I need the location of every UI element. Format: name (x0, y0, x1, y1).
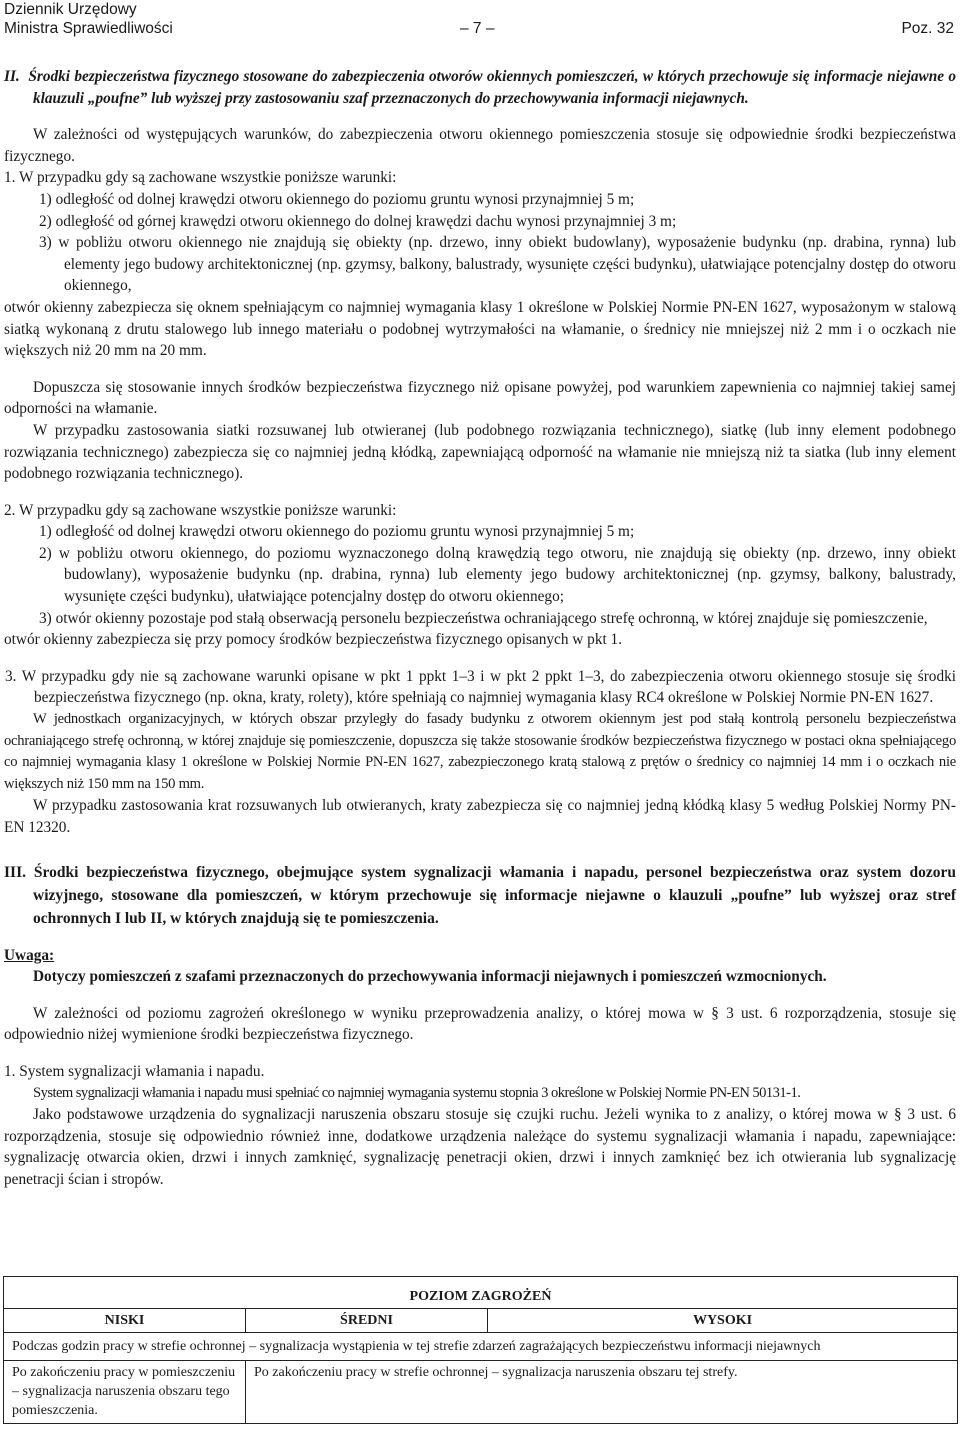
section-2-number: II. (4, 68, 20, 85)
table-title: POZIOM ZAGROŻEŃ (4, 1277, 958, 1309)
table-cell-after-hours-low: Po zakończeniu pracy w pomieszczeniu – sygnalizacja naruszenia obszaru tego pomieszczenia. (4, 1361, 246, 1424)
point-1-item-2: 2) odległość od górnej krawędzi otworu okiennego do dolnej krawędzi dachu wynosi przynajmniej 3 m; (39, 212, 677, 230)
threat-level-table (3, 1276, 958, 1424)
section-2-heading-text: Środki bezpieczeństwa fizycznego stosowane do zabezpieczenia otworów okiennych pomieszczeń, w których przechowuje się informacje niejawne o klauzuli „poufne” lub wyższej przy zastosowaniu szaf przeznaczonych do przechowywania informacji niejawnych. (28, 68, 956, 107)
point-3-note-1: W jednostkach organizacyjnych, w których obszar przyległy do fasady budynku z otworem okiennym jest pod stałą kontrolą personelu bezpieczeństwa ochraniającego strefę ochronną, w której znajduje się pomieszczenie, dopuszcza się także stosowanie środków bezpieczeństwa fizycznego w postaci okna spełniającego co najmniej wymagania klasy 1 określone w Polskiej Normie PN-EN 1627, zabezpieczonego kratą stalową z prętów o średnicy co najmniej 14 mm i o oczkach nie większych niż 150 mm na 150 mm. (4, 711, 956, 792)
point-2-lead: 2. W przypadku gdy są zachowane wszystkie poniższe warunki: (4, 501, 397, 519)
point-1-item-3: 3) w pobliżu otworu okiennego nie znajdują się obiekty (np. drzewo, inny obiekt budowlany), wyposażenie budynku (np. drabina, rynna) lub elementy jego budowy architektonicznej (np. gzymsy, balkony, balustrady, wysunięte części budynku), ułatwiające potencjalny dostęp do otworu okiennego, (39, 234, 956, 295)
journal-line-2: Ministra Sprawiedliwości (4, 20, 173, 37)
point-1-item-1: 1) odległość od dolnej krawędzi otworu okiennego do poziomu gruntu wynosi przynajmniej 5 m; (39, 190, 635, 208)
section-2-heading (4, 66, 956, 109)
point-2-item-3: 3) otwór okienny pozostaje pod stałą obserwacją personelu bezpieczeństwa ochraniającego strefę ochronną, w której znajduje się pomieszczenie, (39, 609, 928, 627)
note-text: Dotyczy pomieszczeń z szafami przeznaczonych do przechowywania informacji niejawnych i pomieszczeń wzmocnionych. (33, 968, 827, 986)
point-2-item-2: 2) w pobliżu otworu okiennego, do poziomu wyznaczonego dolną krawędzią tego otworu, nie znajdują się obiekty (np. drzewo, inny obiekt budowlany), wyposażenie budynku (np. drabina, rynna) lub elementy jego budowy architektonicznej (np. gzymsy, balkony, balustrady, wysunięte części budynku), ułatwiające potencjalny dostęp do otworu okiennego; (39, 544, 956, 606)
position-number: Poz. 32 (901, 20, 954, 37)
col-header-high: WYSOKI (488, 1309, 958, 1333)
journal-title (4, 0, 173, 38)
note-label-text: Uwaga: (4, 946, 55, 964)
note-label (4, 945, 956, 967)
point-3-note-2: W przypadku zastosowania krat rozsuwanych lub otwieranych, kraty zabezpiecza się co najmniej jedną kłódką klasy 5 według Polskiej Normy PN-EN 12320. (4, 797, 956, 836)
page-number: – 7 – (460, 20, 495, 37)
point-1-lead: 1. W przypadku gdy są zachowane wszystkie poniższe warunki: (4, 169, 397, 187)
point-2-tail: otwór okienny zabezpiecza się przy pomocy środków bezpieczeństwa fizycznego opisanych w pkt 1. (4, 631, 623, 649)
document-page (4, 0, 956, 1191)
col-header-mid: ŚREDNI (246, 1309, 488, 1333)
table-row-work-hours: Podczas godzin pracy w strefie ochronnej – sygnalizacja wystąpienia w tej strefie zdarzeń zagrażających bezpieczeństwu informacji niejawnych (4, 1333, 958, 1361)
section-2-intro: W zależności od występujących warunków, do zabezpieczenia otworu okiennego pomieszczenia stosuje się odpowiednie środki bezpieczeństwa fizycznego. (4, 126, 956, 165)
page-header (4, 0, 956, 44)
point-1-tail: otwór okienny zabezpiecza się oknem spełniającym co najmniej wymagania klasy 1 określone w Polskiej Normie PN-EN 1627, wyposażonym w stalową siatką wykonaną z drutu stalowego lub innego materiału o podobnej wytrzymałości na włamanie, o średnicy nie mniejszej niż 2 mm i o oczkach nie większych niż 20 mm na 20 mm. (4, 298, 956, 360)
section-3-intro: W zależności od poziomu zagrożeń określonego w wyniku przeprowadzenia analizy, o której mowa w § 3 ust. 6 rozporządzenia, stosuje się odpowiednio niżej wymienione środki bezpieczeństwa fizycznego. (4, 1004, 956, 1044)
section-3-heading: III. Środki bezpieczeństwa fizycznego, obejmujące system sygnalizacji włamania i napadu, personel bezpieczeństwa oraz system dozoru wizyjnego, stosowane dla pomieszczeń, w którym przechowuje się informacje niejawne o klauzuli „poufne” lub wyższej oraz stref ochronnych I lub II, w których znajdują się te pomieszczenia. (4, 863, 956, 927)
item-1-paragraph-1: System sygnalizacji włamania i napadu musi spełniać co najmniej wymagania systemu stopnia 3 określone w Polskiej Normie PN-EN 50131-1. (33, 1084, 801, 1101)
point-2-item-1: 1) odległość od dolnej krawędzi otworu okiennego do poziomu gruntu wynosi przynajmniej 5 m; (39, 523, 635, 541)
journal-line-1: Dziennik Urzędowy (4, 1, 137, 18)
point-1-note-2: W przypadku zastosowania siatki rozsuwanej lub otwieranej (lub podobnego rozwiązania technicznego), siatkę (lub inny element podobnego rozwiązania technicznego) zabezpiecza się co najmniej jedną kłódką, zapewniającą odporność na włamanie nie mniejszą niż ta siatka (lub inny element podobnego rozwiązania technicznego). (4, 421, 956, 483)
point-1-note-1: Dopuszcza się stosowanie innych środków bezpieczeństwa fizycznego niż opisane powyżej, pod warunkiem zapewnienia co najmniej takiej samej odporności na włamanie. (4, 378, 956, 418)
item-1-paragraph-2: Jako podstawowe urządzenia do sygnalizacji naruszenia obszaru stosuje się czujki ruchu. Jeżeli wynika to z analizy, o której mowa w § 3 ust. 6 rozporządzenia, stosuje się odpowiednio również inne, dodatkowe urządzenia należące do systemu sygnalizacji włamania i napadu, zapewniające: sygnalizację otwarcia okien, drzwi i innych zamknięć, sygnalizację penetracji okien, drzwi i innych zamknięć bez ich otwierania lub sygnalizację penetracji ścian i stropów. (4, 1106, 956, 1188)
item-1-title: 1. System sygnalizacji włamania i napadu. (4, 1062, 265, 1080)
point-3: 3. W przypadku gdy nie są zachowane warunki opisane w pkt 1 ppkt 1–3 i w pkt 2 ppkt 1–3, do zabezpieczenia otworu okiennego stosuje się środki bezpieczeństwa fizycznego (np. okna, kraty, rolety), które spełniają co najmniej wymagania klasy RC4 określone w Polskiej Normie PN-EN 1627. (5, 667, 956, 707)
col-header-low: NISKI (4, 1309, 246, 1333)
table-cell-after-hours-mid-high: Po zakończeniu pracy w strefie ochronnej – sygnalizacja naruszenia obszaru tej strefy. (246, 1361, 958, 1424)
